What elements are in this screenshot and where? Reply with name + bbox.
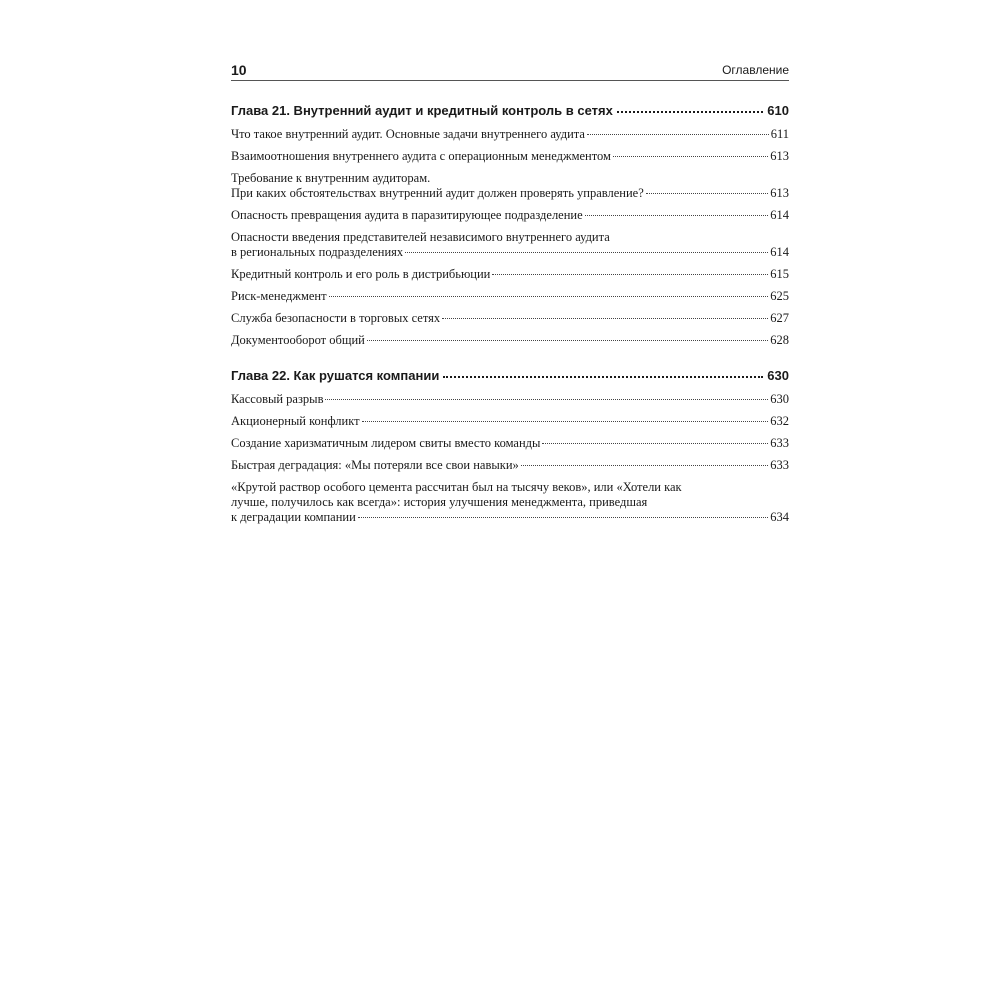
toc-entry[interactable] bbox=[231, 171, 789, 201]
entry-title: Служба безопасности в торговых сетях bbox=[231, 311, 441, 325]
toc-entry[interactable] bbox=[231, 414, 789, 429]
entry-title: Что такое внутренний аудит. Основные задачи внутреннего аудита bbox=[231, 127, 585, 141]
dot-leader bbox=[358, 517, 768, 518]
entry-title: Кредитный контроль и его роль в дистрибьюции bbox=[231, 267, 491, 281]
toc-entry[interactable] bbox=[231, 333, 789, 348]
entry-title: Создание харизматичным лидером свиты вместо команды bbox=[231, 436, 541, 450]
entry-title-line: Требование к внутренним аудиторам. bbox=[231, 171, 431, 185]
dot-leader bbox=[325, 399, 768, 400]
dot-leader bbox=[542, 443, 768, 444]
chapter-page: 610 bbox=[767, 103, 789, 118]
entry-title: Взаимоотношения внутреннего аудита с операционным менеджментом bbox=[231, 149, 611, 163]
entry-title: Акционерный конфликт bbox=[231, 414, 360, 428]
running-head: Оглавление bbox=[722, 63, 789, 77]
dot-leader bbox=[613, 156, 768, 157]
entry-title: Риск-менеджмент bbox=[231, 289, 327, 303]
entry-title: Кассовый разрыв bbox=[231, 392, 324, 406]
dot-leader bbox=[587, 134, 769, 135]
dot-leader bbox=[585, 215, 769, 216]
entry-title-line: Опасности введения представителей независимого внутреннего аудита bbox=[231, 230, 610, 244]
chapter-title: Глава 22. Как рушатся компании bbox=[231, 368, 440, 383]
entry-page: 613 bbox=[770, 186, 789, 200]
chapter-gap bbox=[231, 348, 789, 367]
entry-page: 627 bbox=[770, 311, 789, 325]
toc-entry[interactable] bbox=[231, 149, 789, 164]
dot-leader bbox=[329, 296, 769, 297]
toc-entry[interactable] bbox=[231, 392, 789, 407]
entry-page: 630 bbox=[770, 392, 789, 406]
entry-page: 611 bbox=[770, 127, 789, 141]
toc-entry[interactable] bbox=[231, 436, 789, 451]
entry-page: 614 bbox=[770, 245, 789, 259]
toc-entry[interactable] bbox=[231, 127, 789, 142]
page-number: 10 bbox=[231, 62, 247, 78]
dot-leader bbox=[362, 421, 769, 422]
entry-page: 633 bbox=[770, 458, 789, 472]
page-header bbox=[231, 60, 789, 81]
entry-title-line: лучше, получилось как всегда»: история улучшения менеджмента, приведшая bbox=[231, 495, 648, 509]
dot-leader bbox=[443, 376, 763, 378]
toc-entry[interactable] bbox=[231, 311, 789, 326]
entry-page: 615 bbox=[770, 267, 789, 281]
dot-leader bbox=[646, 193, 768, 194]
entry-page: 633 bbox=[770, 436, 789, 450]
dot-leader bbox=[442, 318, 768, 319]
chapter-heading[interactable] bbox=[231, 102, 789, 120]
entry-title: При каких обстоятельствах внутренний аудит должен проверять управление? bbox=[231, 186, 644, 200]
entry-page: 614 bbox=[770, 208, 789, 222]
toc-entry[interactable] bbox=[231, 267, 789, 282]
chapter-page: 630 bbox=[767, 368, 789, 383]
entry-page: 632 bbox=[770, 414, 789, 428]
dot-leader bbox=[521, 465, 768, 466]
entry-page: 628 bbox=[770, 333, 789, 347]
entry-page: 613 bbox=[770, 149, 789, 163]
entry-page: 634 bbox=[770, 510, 789, 524]
dot-leader bbox=[492, 274, 768, 275]
entry-title: Опасность превращения аудита в паразитирующее подразделение bbox=[231, 208, 583, 222]
entry-title: к деградации компании bbox=[231, 510, 356, 524]
toc-entry[interactable] bbox=[231, 458, 789, 473]
entry-title-line: «Крутой раствор особого цемента рассчитан был на тысячу веков», или «Хотели как bbox=[231, 480, 682, 494]
dot-leader bbox=[367, 340, 768, 341]
chapter-heading[interactable] bbox=[231, 367, 789, 385]
entry-title: в региональных подразделениях bbox=[231, 245, 404, 259]
toc-entry[interactable] bbox=[231, 289, 789, 304]
entry-title: Документооборот общий bbox=[231, 333, 365, 347]
toc-entry[interactable] bbox=[231, 230, 789, 260]
entry-title: Быстрая деградация: «Мы потеряли все свои навыки» bbox=[231, 458, 519, 472]
dot-leader bbox=[617, 111, 763, 113]
dot-leader bbox=[405, 252, 768, 253]
toc-entry[interactable] bbox=[231, 480, 789, 525]
table-of-contents bbox=[231, 102, 789, 525]
chapter-title: Глава 21. Внутренний аудит и кредитный контроль в сетях bbox=[231, 103, 613, 118]
entry-page: 625 bbox=[770, 289, 789, 303]
toc-entry[interactable] bbox=[231, 208, 789, 223]
